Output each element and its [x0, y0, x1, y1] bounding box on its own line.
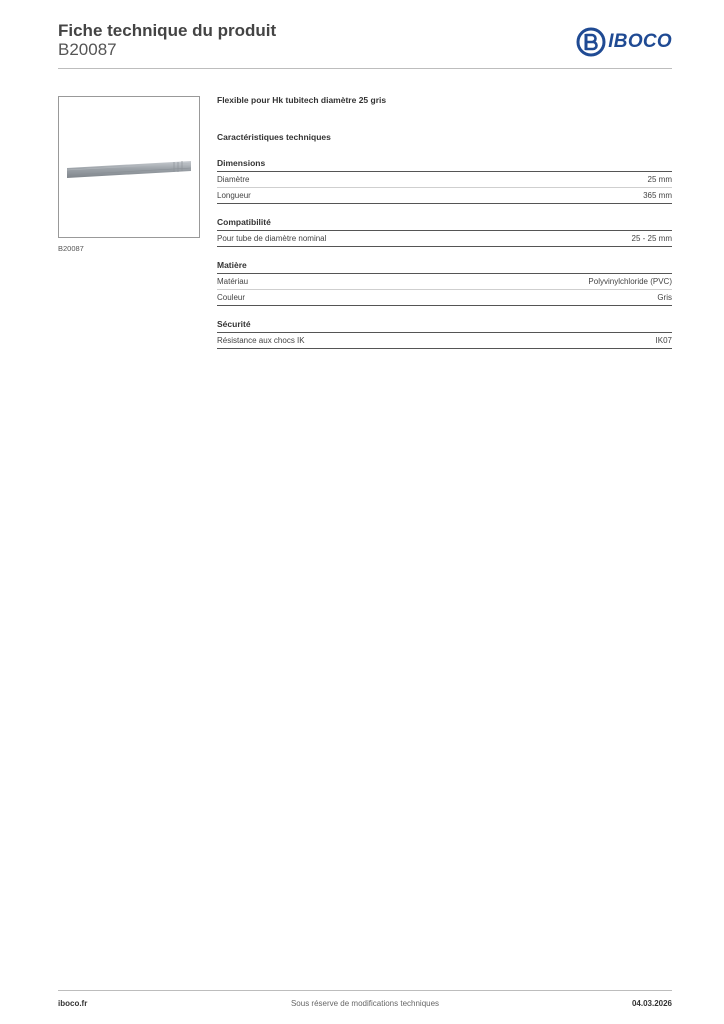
page-footer [58, 997, 672, 1011]
flexible-tube-photo [59, 97, 199, 237]
spec-group-dimensions [217, 156, 672, 204]
spec-group-compatibility [217, 215, 672, 247]
brand-logo[interactable] [576, 27, 672, 57]
iboco-b-mark-icon [576, 27, 606, 57]
page-title: Fiche technique du produit [58, 21, 277, 40]
spec-value: IK07 [655, 336, 672, 345]
spec-value: 25 - 25 mm [631, 234, 672, 243]
page-header [58, 20, 672, 70]
spec-row [217, 290, 672, 306]
spec-value: Polyvinylchloride (PVC) [588, 277, 672, 286]
spec-label: Couleur [217, 293, 246, 302]
spec-group-title: Compatibilité [217, 215, 672, 231]
spec-row [217, 274, 672, 290]
spec-row [217, 231, 672, 247]
product-image [58, 96, 200, 238]
spec-group-title: Sécurité [217, 317, 672, 333]
product-image-caption: B20087 [58, 244, 84, 253]
logo-text: IBOCO [608, 31, 672, 52]
spec-label: Résistance aux chocs IK [217, 336, 305, 345]
spec-value: Gris [657, 293, 672, 302]
spec-group-safety [217, 317, 672, 349]
spec-group-material [217, 258, 672, 306]
spec-label: Longueur [217, 191, 251, 200]
header-divider [58, 68, 672, 69]
footer-date: 04.03.2026 [631, 999, 672, 1008]
spec-value: 25 mm [647, 175, 672, 184]
product-name: Flexible pour Hk tubitech diamètre 25 gris [217, 95, 387, 105]
footer-website-link[interactable]: iboco.fr [58, 999, 88, 1008]
product-code: B20087 [58, 40, 117, 59]
footer-divider [58, 990, 672, 991]
spec-row [217, 172, 672, 188]
spec-group-title: Dimensions [217, 156, 672, 172]
spec-row [217, 333, 672, 349]
spec-label: Pour tube de diamètre nominal [217, 234, 327, 243]
spec-group-title: Matière [217, 258, 672, 274]
footer-disclaimer: Sous réserve de modifications techniques [290, 999, 440, 1008]
specs-heading: Caractéristiques techniques [217, 132, 331, 142]
spec-label: Diamètre [217, 175, 250, 184]
product-specs [217, 93, 672, 360]
spec-value: 365 mm [643, 191, 672, 200]
spec-label: Matériau [217, 277, 249, 286]
spec-row [217, 188, 672, 204]
